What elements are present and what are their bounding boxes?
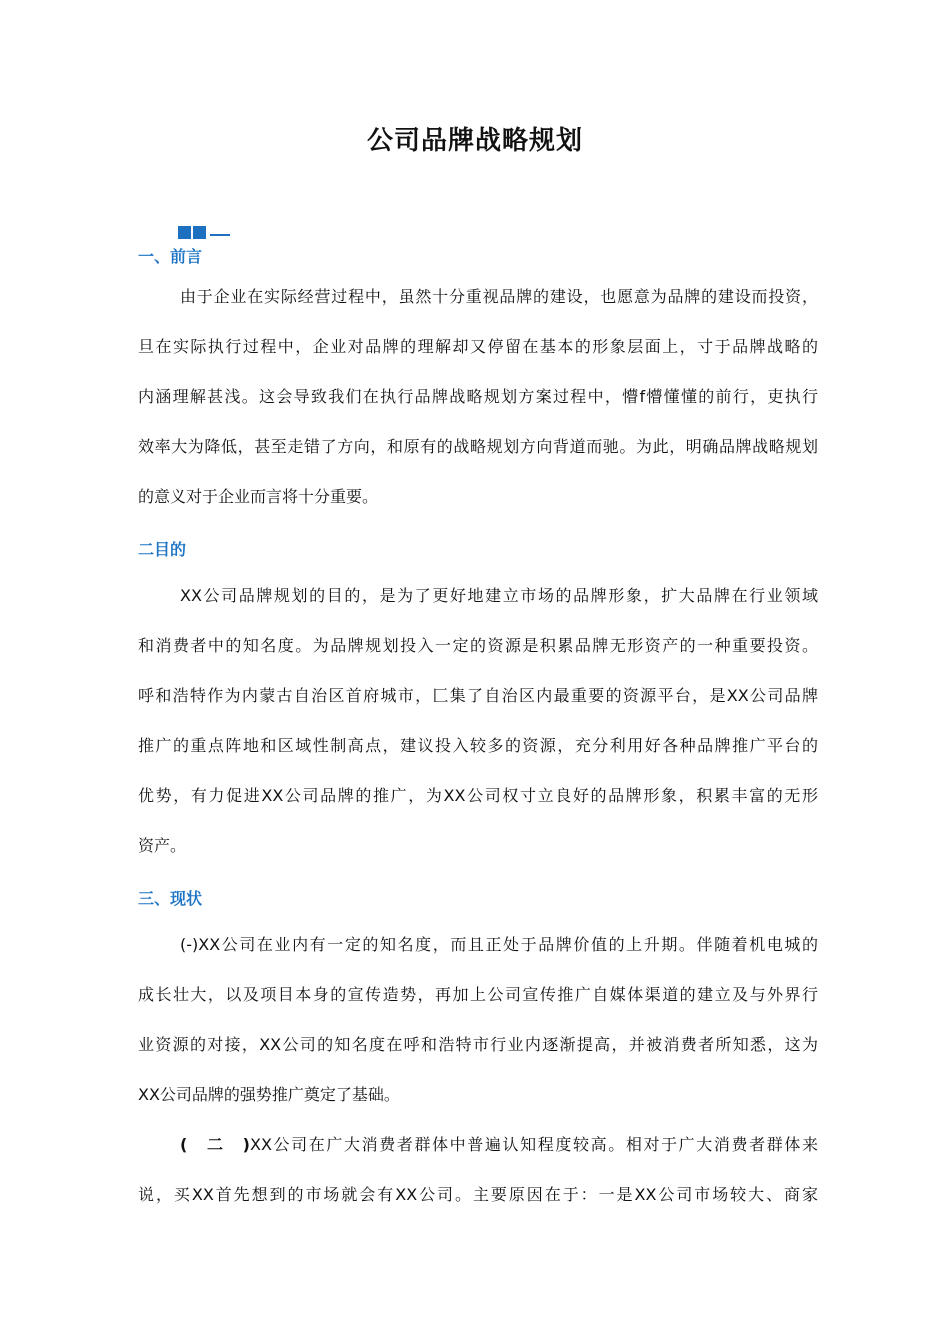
paragraph-line: 和消费者中的知名度。为品牌规划投入一定的资源是积累品牌无形资产的一种重要投资。 xyxy=(138,636,818,655)
paragraph-line: 的意义对于企业而言将十分重要。 xyxy=(138,487,379,506)
section-body-status-item2 xyxy=(138,1120,818,1220)
paragraph-line: 效率大为降低，甚至走错了方向，和原有的战略规划方向背道而驰。为此，明确品牌战略规划 xyxy=(138,437,818,456)
paragraph-line: 成长壮大，以及项目本身的宣传造势，再加上公司宣传推广自媒体渠道的建立及与外界行 xyxy=(138,985,818,1004)
section-body-status xyxy=(138,920,818,1120)
document-title: 公司品牌战略规划 xyxy=(366,126,583,156)
item-text: XX公司在广大消费者群体中普遍认知程度较高。相对于广大消费者群体来 xyxy=(250,1135,818,1154)
decoration-line xyxy=(210,234,230,236)
section-decoration-icon xyxy=(178,226,230,240)
section-body-purpose xyxy=(138,571,818,871)
section-heading-preface: 一、前言 xyxy=(138,247,203,266)
decoration-square-icon xyxy=(193,226,206,239)
paragraph-line: 呼和浩特作为内蒙古自治区首府城市，匚集了自治区内最重要的资源平台，是XX公司品牌 xyxy=(138,686,818,705)
decoration-square-icon xyxy=(178,226,191,239)
paragraph-line: 由于企业在实际经营过程中，虽然十分重视品牌的建设，也愿意为品牌的建设而投资， xyxy=(180,287,818,306)
paragraph-line: 内涵理解甚浅。这会导致我们在执行品牌战略规划方案过程中，懵f懵懂懂的前行，吏执行 xyxy=(138,387,818,406)
paragraph-line: XX公司品牌的强势推广奠定了基础。 xyxy=(138,1085,400,1104)
paragraph-line: 优势，有力促进XX公司品牌的推广，为XX公司权寸立良好的品牌形象，积累丰富的无形 xyxy=(138,786,818,805)
paragraph-line: 推广的重点阵地和区域性制高点，建议投入较多的资源，充分利用好各种品牌推广平台的 xyxy=(138,736,818,755)
paragraph-line: XX公司品牌规划的目的，是为了更好地建立市场的品牌形象，扩大品牌在行业领域 xyxy=(180,586,818,605)
paragraph-line: 资产。 xyxy=(138,836,187,855)
paragraph-line: (-)XX公司在业内有一定的知名度，而且正处于品牌价值的上升期。伴随着机电城的 xyxy=(180,935,818,954)
paragraph-line: 旦在实际执行过程中，企业对品牌的理解却又停留在基本的形象层面上，寸于品牌战略的 xyxy=(138,337,818,356)
section-heading-purpose: 二目的 xyxy=(138,540,187,559)
paragraph-line xyxy=(138,1120,818,1170)
section-body-preface xyxy=(138,272,818,522)
section-heading-status: 三、现状 xyxy=(138,889,203,908)
item-label: (二) xyxy=(180,1135,250,1154)
paragraph-line: 业资源的对接，XX公司的知名度在呼和浩特市行业内逐渐提高，并被消费者所知悉，这为 xyxy=(138,1035,818,1054)
paragraph-line: 说，买XX首先想到的市场就会有XX公司。主要原因在于：一是XX公司市场较大、商家 xyxy=(138,1185,818,1204)
